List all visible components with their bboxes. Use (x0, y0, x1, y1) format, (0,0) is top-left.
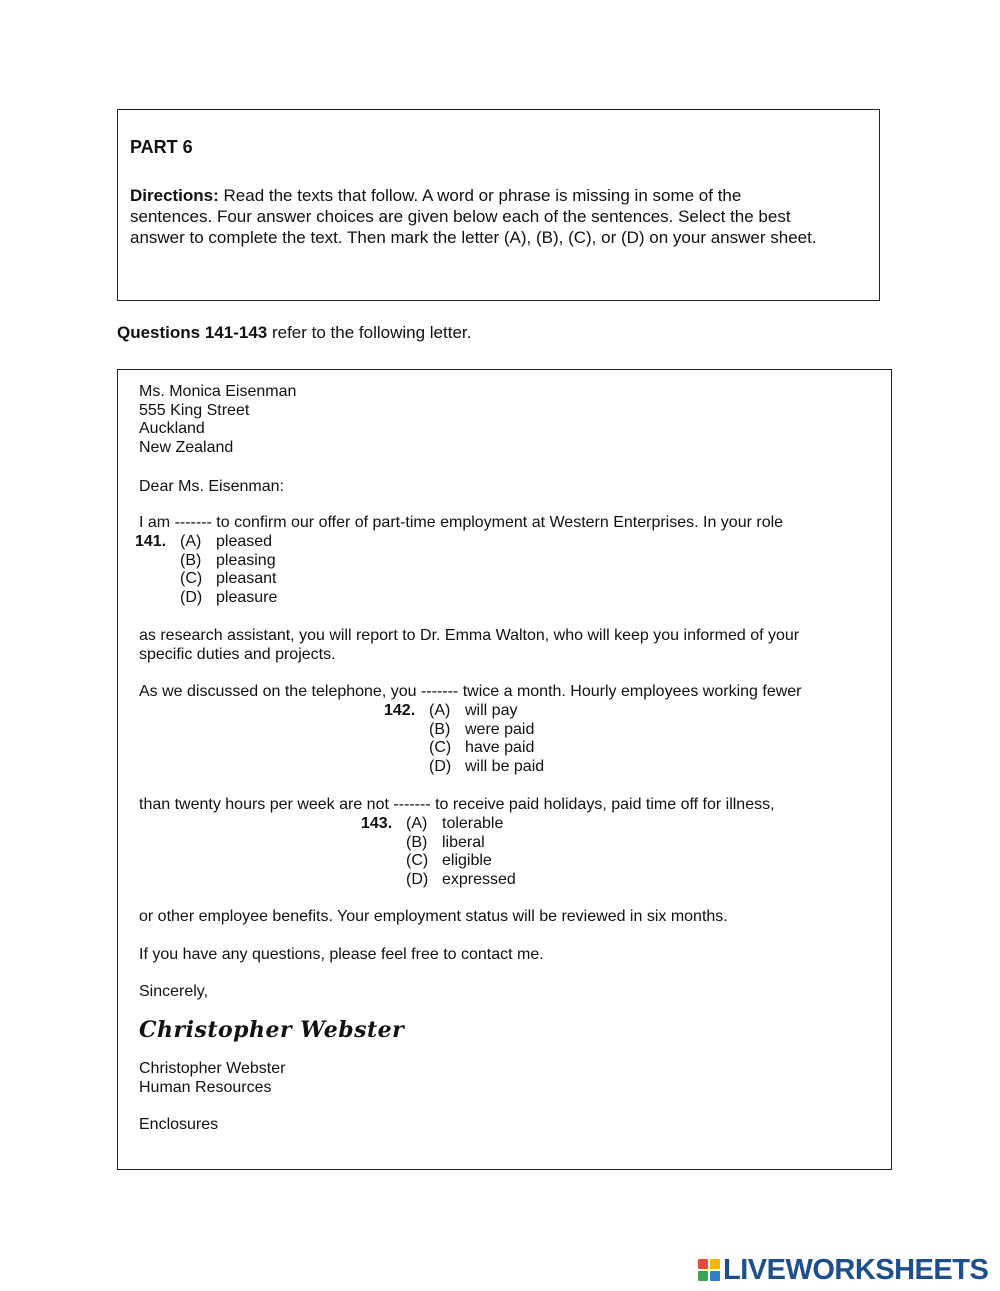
answer-choice[interactable]: (A) pleased (180, 533, 273, 550)
questions-range: Questions 141-143 (117, 323, 268, 342)
question-143-number: 143. (361, 815, 393, 832)
brand-name: LIVEWORKSHEETS (723, 1254, 989, 1286)
answer-choice[interactable]: (B) were paid (429, 720, 535, 738)
questions-line: If you have any questions, please feel free to contact me. (139, 946, 544, 963)
liveworksheets-logo (698, 1255, 988, 1285)
logo-block (698, 1271, 708, 1281)
address-line: 555 King Street (139, 401, 250, 419)
questions-intro: Questions 141-143 refer to the following letter. (117, 323, 472, 342)
sentence-5: or other employee benefits. Your employment status will be reviewed in six months. (139, 908, 728, 925)
question-143-choices (406, 815, 516, 890)
signer-dept: Human Resources (139, 1078, 272, 1096)
closing: Sincerely, (139, 983, 209, 1000)
enclosures: Enclosures (139, 1116, 219, 1133)
answer-choice[interactable]: (C) eligible (406, 852, 492, 870)
answer-choice[interactable]: (C) pleasant (180, 570, 277, 588)
answer-choice[interactable]: (D) expressed (406, 871, 516, 889)
answer-choice[interactable]: (D) pleasure (180, 589, 278, 607)
part-title: PART 6 (130, 137, 193, 157)
address-block (139, 383, 296, 458)
answer-choice[interactable]: (C) have paid (429, 739, 535, 757)
answer-choice[interactable]: (B) pleasing (180, 551, 276, 569)
answer-choice[interactable]: (D) will be paid (429, 758, 545, 776)
address-line: New Zealand (139, 439, 234, 457)
logo-block (710, 1259, 720, 1269)
salutation: Dear Ms. Eisenman: (139, 478, 284, 495)
signature: Christopher Webster (139, 1017, 405, 1043)
address-line: Ms. Monica Eisenman (139, 383, 297, 400)
sentence-2: as research assistant, you will report to Dr. Emma Walton, who will keep you informed of your specific duties and projects. (139, 627, 800, 663)
answer-choice[interactable]: (B) liberal (406, 833, 485, 851)
answer-choice[interactable]: (A) tolerable (406, 815, 504, 832)
question-142-choices (429, 702, 544, 777)
signer-name: Christopher Webster (139, 1060, 286, 1077)
logo-block (698, 1259, 708, 1269)
question-141-number: 141. (135, 533, 167, 550)
sentence-1: I am ------- to confirm our offer of part-time employment at Western Enterprises. In your role (139, 514, 784, 531)
logo-block (710, 1271, 720, 1281)
directions-line-1: Directions: Read the texts that follow. A word or phrase is missing in some of the (130, 186, 742, 205)
signer-block (139, 1060, 285, 1097)
address-line: Auckland (139, 420, 205, 438)
directions-line-2: sentences. Four answer choices are given below each of the sentences. Select the best (130, 207, 791, 226)
question-141-choices (180, 533, 277, 608)
question-142-number: 142. (384, 702, 416, 719)
sentence-3: As we discussed on the telephone, you ------- twice a month. Hourly employees working fewer (139, 683, 802, 700)
sentence-4: than twenty hours per week are not ------- to receive paid holidays, paid time off for illness, (139, 796, 775, 813)
logo-blocks-icon (698, 1259, 720, 1281)
directions-label: Directions: (130, 186, 219, 205)
answer-choice[interactable]: (A) will pay (429, 702, 518, 719)
directions-line-3: answer to complete the text. Then mark the letter (A), (B), (C), or (D) on your answer sheet. (130, 228, 817, 247)
